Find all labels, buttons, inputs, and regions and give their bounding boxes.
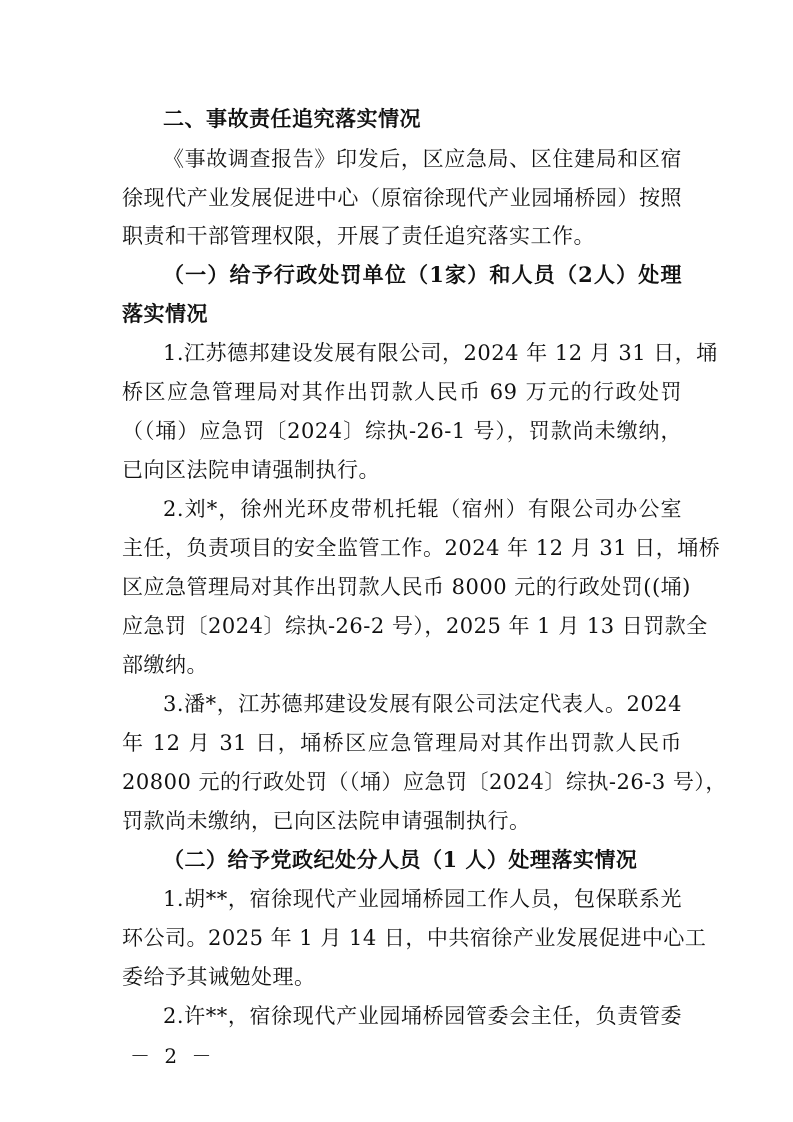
paragraph-line: 徐现代产业发展促进中心（原宿徐现代产业园埇桥园）按照: [122, 186, 682, 210]
subsection-heading: 落实情况: [122, 301, 208, 326]
subsection-heading: （一）给予行政处罚单位（1家）和人员（2人）处理: [163, 262, 682, 287]
paragraph-line: 已向区法院申请强制执行。: [122, 458, 380, 482]
paragraph-line: 职责和干部管理权限，开展了责任追究落实工作。: [122, 224, 595, 248]
paragraph-line: 区应急管理局对其作出罚款人民币 8000 元的行政处罚((埇): [122, 575, 691, 599]
paragraph-line: （（埇）应急罚〔2024〕综执-26-1 号），罚款尚未缴纳，: [122, 419, 682, 443]
paragraph-line: 2.许**，宿徐现代产业园埇桥园管委会主任，负责管委: [163, 1004, 682, 1028]
paragraph-line: 环公司。2025 年 1 月 14 日，中共宿徐产业发展促进中心工: [122, 926, 707, 950]
paragraph-line: 罚款尚未缴纳，已向区法院申请强制执行。: [122, 809, 531, 833]
paragraph-line: 3.潘*，江苏德邦建设发展有限公司法定代表人。2024: [163, 692, 682, 716]
paragraph-line: 委给予其诫勉处理。: [122, 965, 316, 989]
page-number: － 2 －: [130, 1044, 216, 1068]
paragraph-line: 1.胡**，宿徐现代产业园埇桥园工作人员，包保联系光: [163, 887, 682, 911]
paragraph-line: 2.刘*，徐州光环皮带机托辊（宿州）有限公司办公室: [163, 497, 682, 521]
section-heading: 二、事故责任追究落实情况: [163, 106, 421, 131]
paragraph-line: 桥区应急管理局对其作出罚款人民币 69 万元的行政处罚: [122, 380, 682, 404]
paragraph-line: 主任，负责项目的安全监管工作。2024 年 12 月 31 日，埇桥: [122, 536, 721, 560]
paragraph-line: 1.江苏德邦建设发展有限公司，2024 年 12 月 31 日，埇: [163, 341, 718, 365]
subsection-heading: （二）给予党政纪处分人员（1 人）处理落实情况: [163, 847, 638, 872]
paragraph-line: 应急罚〔2024〕综执-26-2 号），2025 年 1 月 13 日罚款全: [122, 614, 708, 638]
paragraph-line: 年 12 月 31 日，埇桥区应急管理局对其作出罚款人民币: [122, 731, 682, 755]
paragraph-line: 20800 元的行政处罚（（埇）应急罚〔2024〕综执-26-3 号），: [122, 770, 727, 794]
paragraph-line: 部缴纳。: [122, 653, 208, 677]
paragraph-line: 《事故调查报告》印发后，区应急局、区住建局和区宿: [163, 147, 682, 171]
